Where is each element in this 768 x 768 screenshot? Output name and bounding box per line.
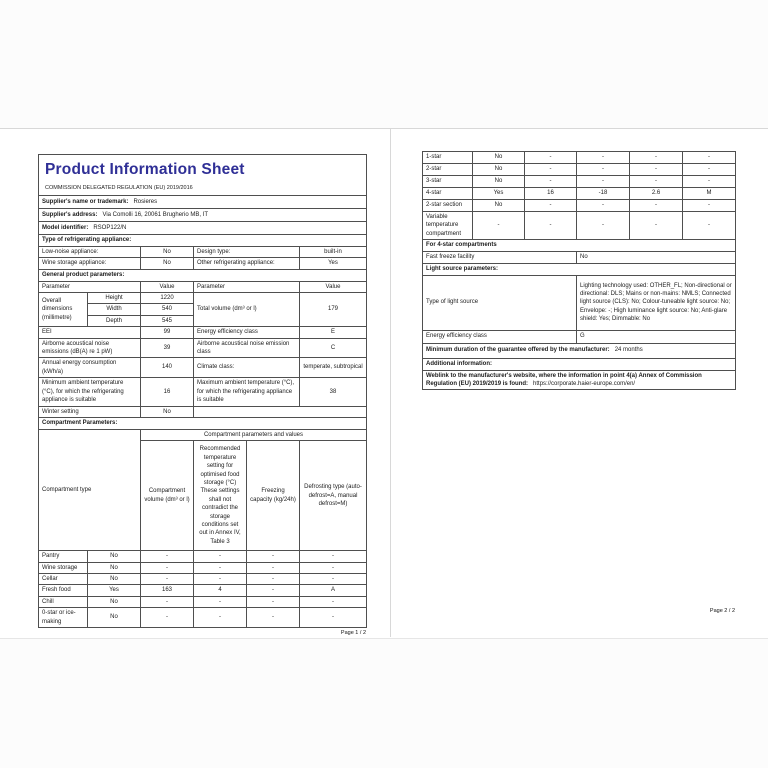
cell: Yes — [473, 188, 525, 200]
section-row — [39, 235, 367, 246]
cell: - — [141, 562, 194, 573]
cell: 163 — [141, 585, 194, 596]
column-header: Parameter — [194, 281, 300, 292]
section-row — [423, 358, 736, 370]
cell: - — [683, 176, 736, 188]
appliance-row — [39, 258, 367, 269]
param-row — [39, 378, 367, 407]
page-number: Page 1 / 2 — [340, 630, 366, 637]
cell: No — [473, 200, 525, 212]
model-identifier-cell — [39, 222, 367, 235]
light-source-row — [423, 275, 736, 330]
appliance-row — [39, 246, 367, 257]
compartment-type: 1-star — [423, 152, 473, 164]
cell: - — [247, 585, 300, 596]
cell: - — [577, 152, 630, 164]
dimension-name: Height — [88, 292, 141, 303]
cell: - — [630, 176, 683, 188]
cell: 2.6 — [630, 188, 683, 200]
cell: No — [88, 574, 141, 585]
compartment-type: Variable temperature compartment — [423, 212, 473, 240]
param-value: 39 — [141, 338, 194, 358]
compartment-type: 2-star — [423, 164, 473, 176]
guarantee-label: Minimum duration of the guarantee offered by the manufacturer: — [426, 347, 610, 354]
dimension-value: 1220 — [141, 292, 194, 303]
cell: - — [141, 596, 194, 607]
column-header: Defrosting type (auto-defrost=A, manual defrost=M) — [300, 441, 367, 551]
cell: -18 — [577, 188, 630, 200]
compartment-type-header: Compartment type — [39, 429, 141, 550]
compartment-row — [39, 585, 367, 596]
cell: - — [683, 152, 736, 164]
param-value: E — [300, 327, 367, 338]
regulation-subtitle: COMMISSION DELEGATED REGULATION (EU) 2019/2016 — [45, 184, 193, 191]
compartment-row — [39, 551, 367, 562]
page-1 — [0, 128, 390, 637]
column-header: Recommended temperature setting for optimised food storage (°C) These settings shall not contradict the storage conditions set out in Annex IV, Table 3 — [194, 441, 247, 551]
compartment-row — [39, 596, 367, 607]
supplier-address-cell — [39, 209, 367, 222]
cell: - — [300, 574, 367, 585]
cell: - — [300, 608, 367, 628]
compartment-header-row — [39, 429, 367, 440]
supplier-name-value: Rosieres — [133, 199, 158, 206]
winter-setting-row — [39, 407, 367, 418]
param-header-row — [39, 281, 367, 292]
variable-temperature-row — [423, 212, 736, 240]
cell: - — [194, 562, 247, 573]
compartment-section-header: Compartment Parameters: — [39, 418, 367, 429]
guarantee-row — [423, 343, 736, 358]
cell: M — [683, 188, 736, 200]
cell: - — [577, 200, 630, 212]
param-value: built-in — [300, 246, 367, 257]
compartment-row — [39, 574, 367, 585]
cell: No — [88, 596, 141, 607]
cell: - — [300, 551, 367, 562]
product-info-table-continued — [422, 151, 736, 390]
cell: - — [194, 608, 247, 628]
compartment-row — [39, 562, 367, 573]
compartment-type: Cellar — [39, 574, 88, 585]
cell: - — [630, 164, 683, 176]
section-row — [423, 240, 736, 252]
compartment-type: Chill — [39, 596, 88, 607]
model-identifier-label: Model identifier: — [42, 225, 89, 232]
star-row — [423, 200, 736, 212]
compartment-group-header: Compartment parameters and values — [141, 429, 367, 440]
cell: A — [300, 585, 367, 596]
cell: - — [247, 562, 300, 573]
supplier-address-label: Supplier's address: — [42, 212, 98, 219]
cell: Yes — [88, 585, 141, 596]
weblink-url[interactable]: https://corporate.haier-europe.com/en/ — [533, 380, 636, 387]
cell: - — [630, 200, 683, 212]
param-label: Low-noise appliance: — [39, 246, 141, 257]
compartment-row — [39, 608, 367, 628]
param-value: Yes — [300, 258, 367, 269]
param-row — [39, 327, 367, 338]
empty-cell — [194, 407, 367, 418]
column-header: Value — [141, 281, 194, 292]
column-header: Freezing capacity (kg/24h) — [247, 441, 300, 551]
param-label: EEI — [39, 327, 141, 338]
dimension-value: 540 — [141, 304, 194, 315]
cell: - — [525, 212, 577, 240]
cell: - — [141, 574, 194, 585]
star-row — [423, 164, 736, 176]
dimension-row — [39, 292, 367, 303]
cell: No — [88, 562, 141, 573]
param-value: 38 — [300, 378, 367, 407]
general-section-header: General product parameters: — [39, 269, 367, 281]
param-value: 16 — [141, 378, 194, 407]
param-label: Design type: — [194, 246, 300, 257]
cell: - — [194, 596, 247, 607]
compartment-type: Fresh food — [39, 585, 88, 596]
dimension-name: Width — [88, 304, 141, 315]
cell: - — [247, 551, 300, 562]
cell: - — [525, 164, 577, 176]
guarantee-value: 24 months — [614, 347, 643, 354]
compartment-type: 2-star section — [423, 200, 473, 212]
total-volume-value: 179 — [300, 292, 367, 326]
cell: - — [577, 176, 630, 188]
param-value: No — [577, 252, 736, 264]
cell: - — [194, 574, 247, 585]
cell: No — [473, 176, 525, 188]
cell: No — [88, 551, 141, 562]
param-label: Winter setting — [39, 407, 141, 418]
cell: - — [141, 608, 194, 628]
product-info-table — [38, 154, 367, 628]
for-4star-section-header: For 4-star compartments — [423, 240, 736, 252]
cell: - — [683, 164, 736, 176]
param-label: Energy efficiency class — [423, 330, 577, 343]
additional-section-header: Additional information: — [423, 358, 736, 370]
param-label: Airborne acoustical noise emission class — [194, 338, 300, 358]
weblink-cell — [423, 370, 736, 390]
cell: - — [473, 212, 525, 240]
param-value: No — [141, 407, 194, 418]
param-value: temperate, subtropical — [300, 358, 367, 378]
param-value: No — [141, 258, 194, 269]
star-row — [423, 152, 736, 164]
compartment-type: 0-star or ice-making — [39, 608, 88, 628]
column-header: Compartment volume (dm³ or l) — [141, 441, 194, 551]
energy-class-row — [423, 330, 736, 343]
dimension-name: Depth — [88, 315, 141, 326]
cell: - — [247, 574, 300, 585]
param-value: G — [577, 330, 736, 343]
param-value: 99 — [141, 327, 194, 338]
cell: - — [577, 164, 630, 176]
param-label: Wine storage appliance: — [39, 258, 141, 269]
cell: - — [300, 596, 367, 607]
param-label: Airborne acoustical noise emissions (dB(A) re 1 pW) — [39, 338, 141, 358]
cell: - — [247, 596, 300, 607]
cell: - — [247, 608, 300, 628]
cell: - — [683, 212, 736, 240]
total-volume-label: Total volume (dm³ or l) — [194, 292, 300, 326]
compartment-type: Pantry — [39, 551, 88, 562]
star-row — [423, 176, 736, 188]
param-value: C — [300, 338, 367, 358]
param-value: 140 — [141, 358, 194, 378]
supplier-name-cell — [39, 196, 367, 209]
param-label: Energy efficiency class — [194, 327, 300, 338]
page-title: Product Information Sheet — [45, 161, 245, 178]
param-value: Lighting technology used: OTHER_FL; Non-directional or directional: DLS; Mains or non-mains: NMLS; Connected light source (CLS): No; Colour-tuneable light source: No; Envelope: -; High luminance light source: No; Anti-glare shield: Yes; Dimmable: No — [577, 275, 736, 330]
param-value: No — [141, 246, 194, 257]
page-number: Page 2 / 2 — [709, 608, 735, 614]
page-2-table-container — [422, 151, 735, 390]
page-1-table-container — [38, 154, 366, 636]
cell: No — [473, 152, 525, 164]
weblink-label: Weblink to the manufacturer's website, where the information in point 4(a) Annex of Commission Regulation (EU) 2019/2019 is found: — [426, 372, 702, 387]
weblink-row — [423, 370, 736, 390]
column-header: Value — [300, 281, 367, 292]
cell: - — [300, 562, 367, 573]
model-identifier-row — [39, 222, 367, 235]
cell: - — [683, 200, 736, 212]
section-row — [39, 418, 367, 429]
cell: 16 — [525, 188, 577, 200]
cell: - — [630, 152, 683, 164]
section-row — [423, 264, 736, 275]
param-label: Maximum ambient temperature (°C), for which the refrigerating appliance is suitable — [194, 378, 300, 407]
fast-freeze-row — [423, 252, 736, 264]
cell: No — [88, 608, 141, 628]
compartment-type: 3-star — [423, 176, 473, 188]
star-row — [423, 188, 736, 200]
dimensions-label: Overall dimensions (millimetre) — [39, 292, 88, 326]
cell: - — [141, 551, 194, 562]
cell: - — [194, 551, 247, 562]
model-identifier-value: RSOP122/N — [93, 225, 127, 232]
compartment-type: Wine storage — [39, 562, 88, 573]
cell: - — [577, 212, 630, 240]
param-row — [39, 338, 367, 358]
light-section-header: Light source parameters: — [423, 264, 736, 275]
cell: 4 — [194, 585, 247, 596]
supplier-address-row — [39, 209, 367, 222]
cell: - — [525, 176, 577, 188]
column-header: Parameter — [39, 281, 141, 292]
cell: - — [525, 200, 577, 212]
section-row — [39, 269, 367, 281]
supplier-name-row — [39, 196, 367, 209]
page-2 — [391, 128, 768, 637]
cell: - — [525, 152, 577, 164]
param-label: Minimum ambient temperature (°C), for which the refrigerating appliance is suitable — [39, 378, 141, 407]
param-label: Type of light source — [423, 275, 577, 330]
type-section-header: Type of refrigerating appliance: — [39, 235, 367, 246]
dimension-value: 545 — [141, 315, 194, 326]
title-row — [39, 155, 367, 196]
param-label: Annual energy consumption (kWh/a) — [39, 358, 141, 378]
cell: - — [630, 212, 683, 240]
supplier-address-value: Via Comolli 16, 20061 Brugherio MB, IT — [102, 212, 209, 219]
param-row — [39, 358, 367, 378]
compartment-type: 4-star — [423, 188, 473, 200]
param-label: Climate class: — [194, 358, 300, 378]
supplier-name-label: Supplier's name or trademark: — [42, 199, 129, 206]
guarantee-cell — [423, 343, 736, 358]
title-cell — [39, 155, 367, 196]
param-label: Other refrigerating appliance: — [194, 258, 300, 269]
cell: No — [473, 164, 525, 176]
param-label: Fast freeze facility — [423, 252, 577, 264]
